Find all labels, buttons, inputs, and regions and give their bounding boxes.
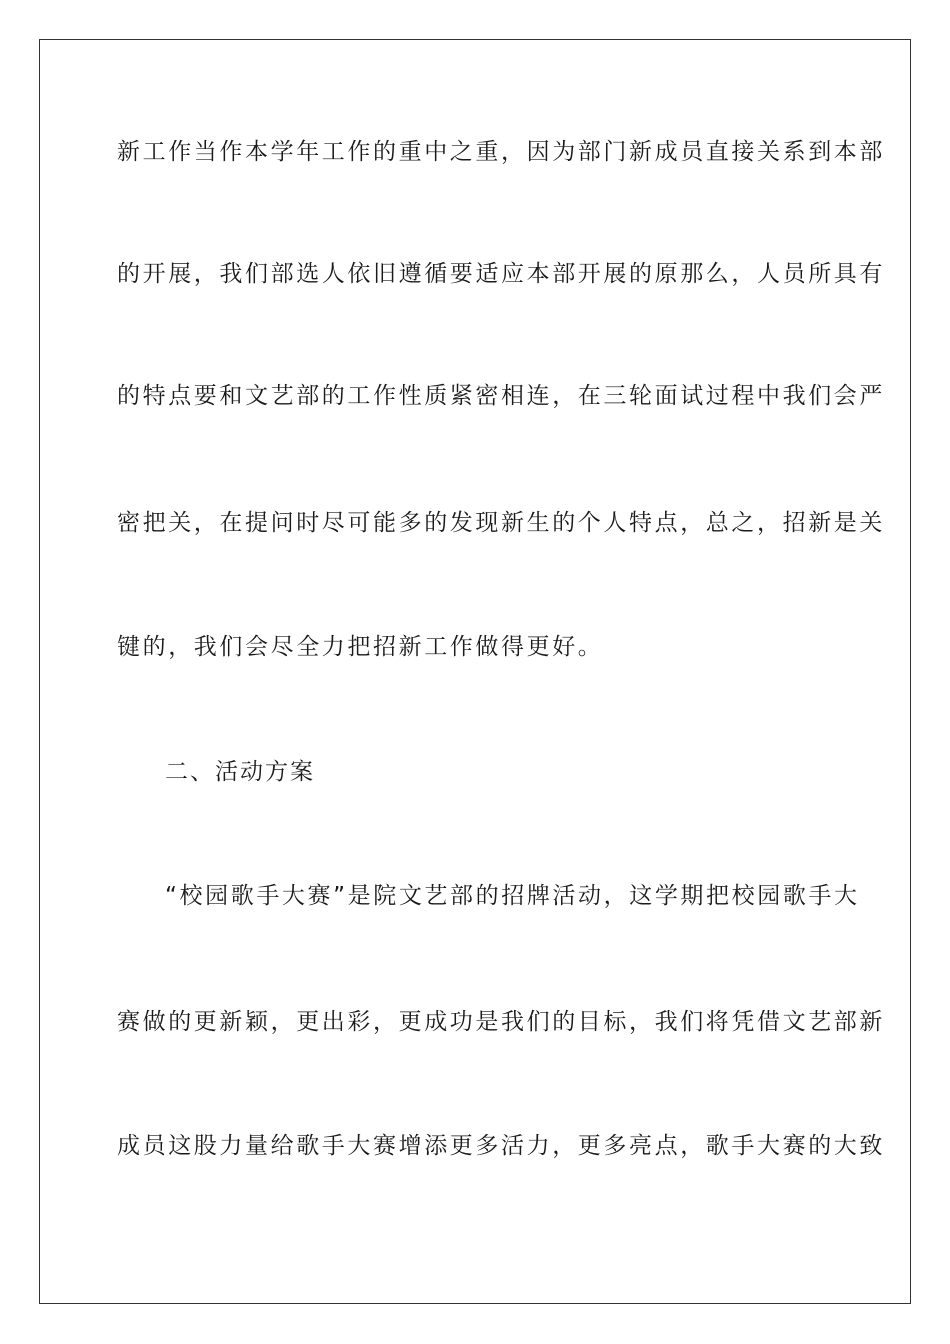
paragraph2-line-1: “校园歌手大赛”是院文艺部的招牌活动，这学期把校园歌手大 bbox=[165, 883, 860, 909]
section-heading: 二、活动方案 bbox=[165, 759, 315, 785]
paragraph2-line-3: 成员这股力量给歌手大赛增添更多活力，更多亮点，歌手大赛的大致 bbox=[117, 1133, 885, 1159]
paragraph1-line-4: 密把关，在提问时尽可能多的发现新生的个人特点，总之，招新是关 bbox=[117, 510, 885, 536]
paragraph1-line-1: 新工作当作本学年工作的重中之重，因为部门新成员直接关系到本部 bbox=[117, 139, 885, 165]
page-border bbox=[39, 39, 911, 1304]
paragraph1-line-3: 的特点要和文艺部的工作性质紧密相连，在三轮面试过程中我们会严 bbox=[117, 383, 885, 409]
paragraph1-line-2: 的开展，我们部选人依旧遵循要适应本部开展的原那么，人员所具有 bbox=[117, 261, 885, 287]
paragraph1-line-5: 键的，我们会尽全力把招新工作做得更好。 bbox=[117, 634, 604, 660]
paragraph2-line-2: 赛做的更新颖，更出彩，更成功是我们的目标，我们将凭借文艺部新 bbox=[117, 1009, 885, 1035]
